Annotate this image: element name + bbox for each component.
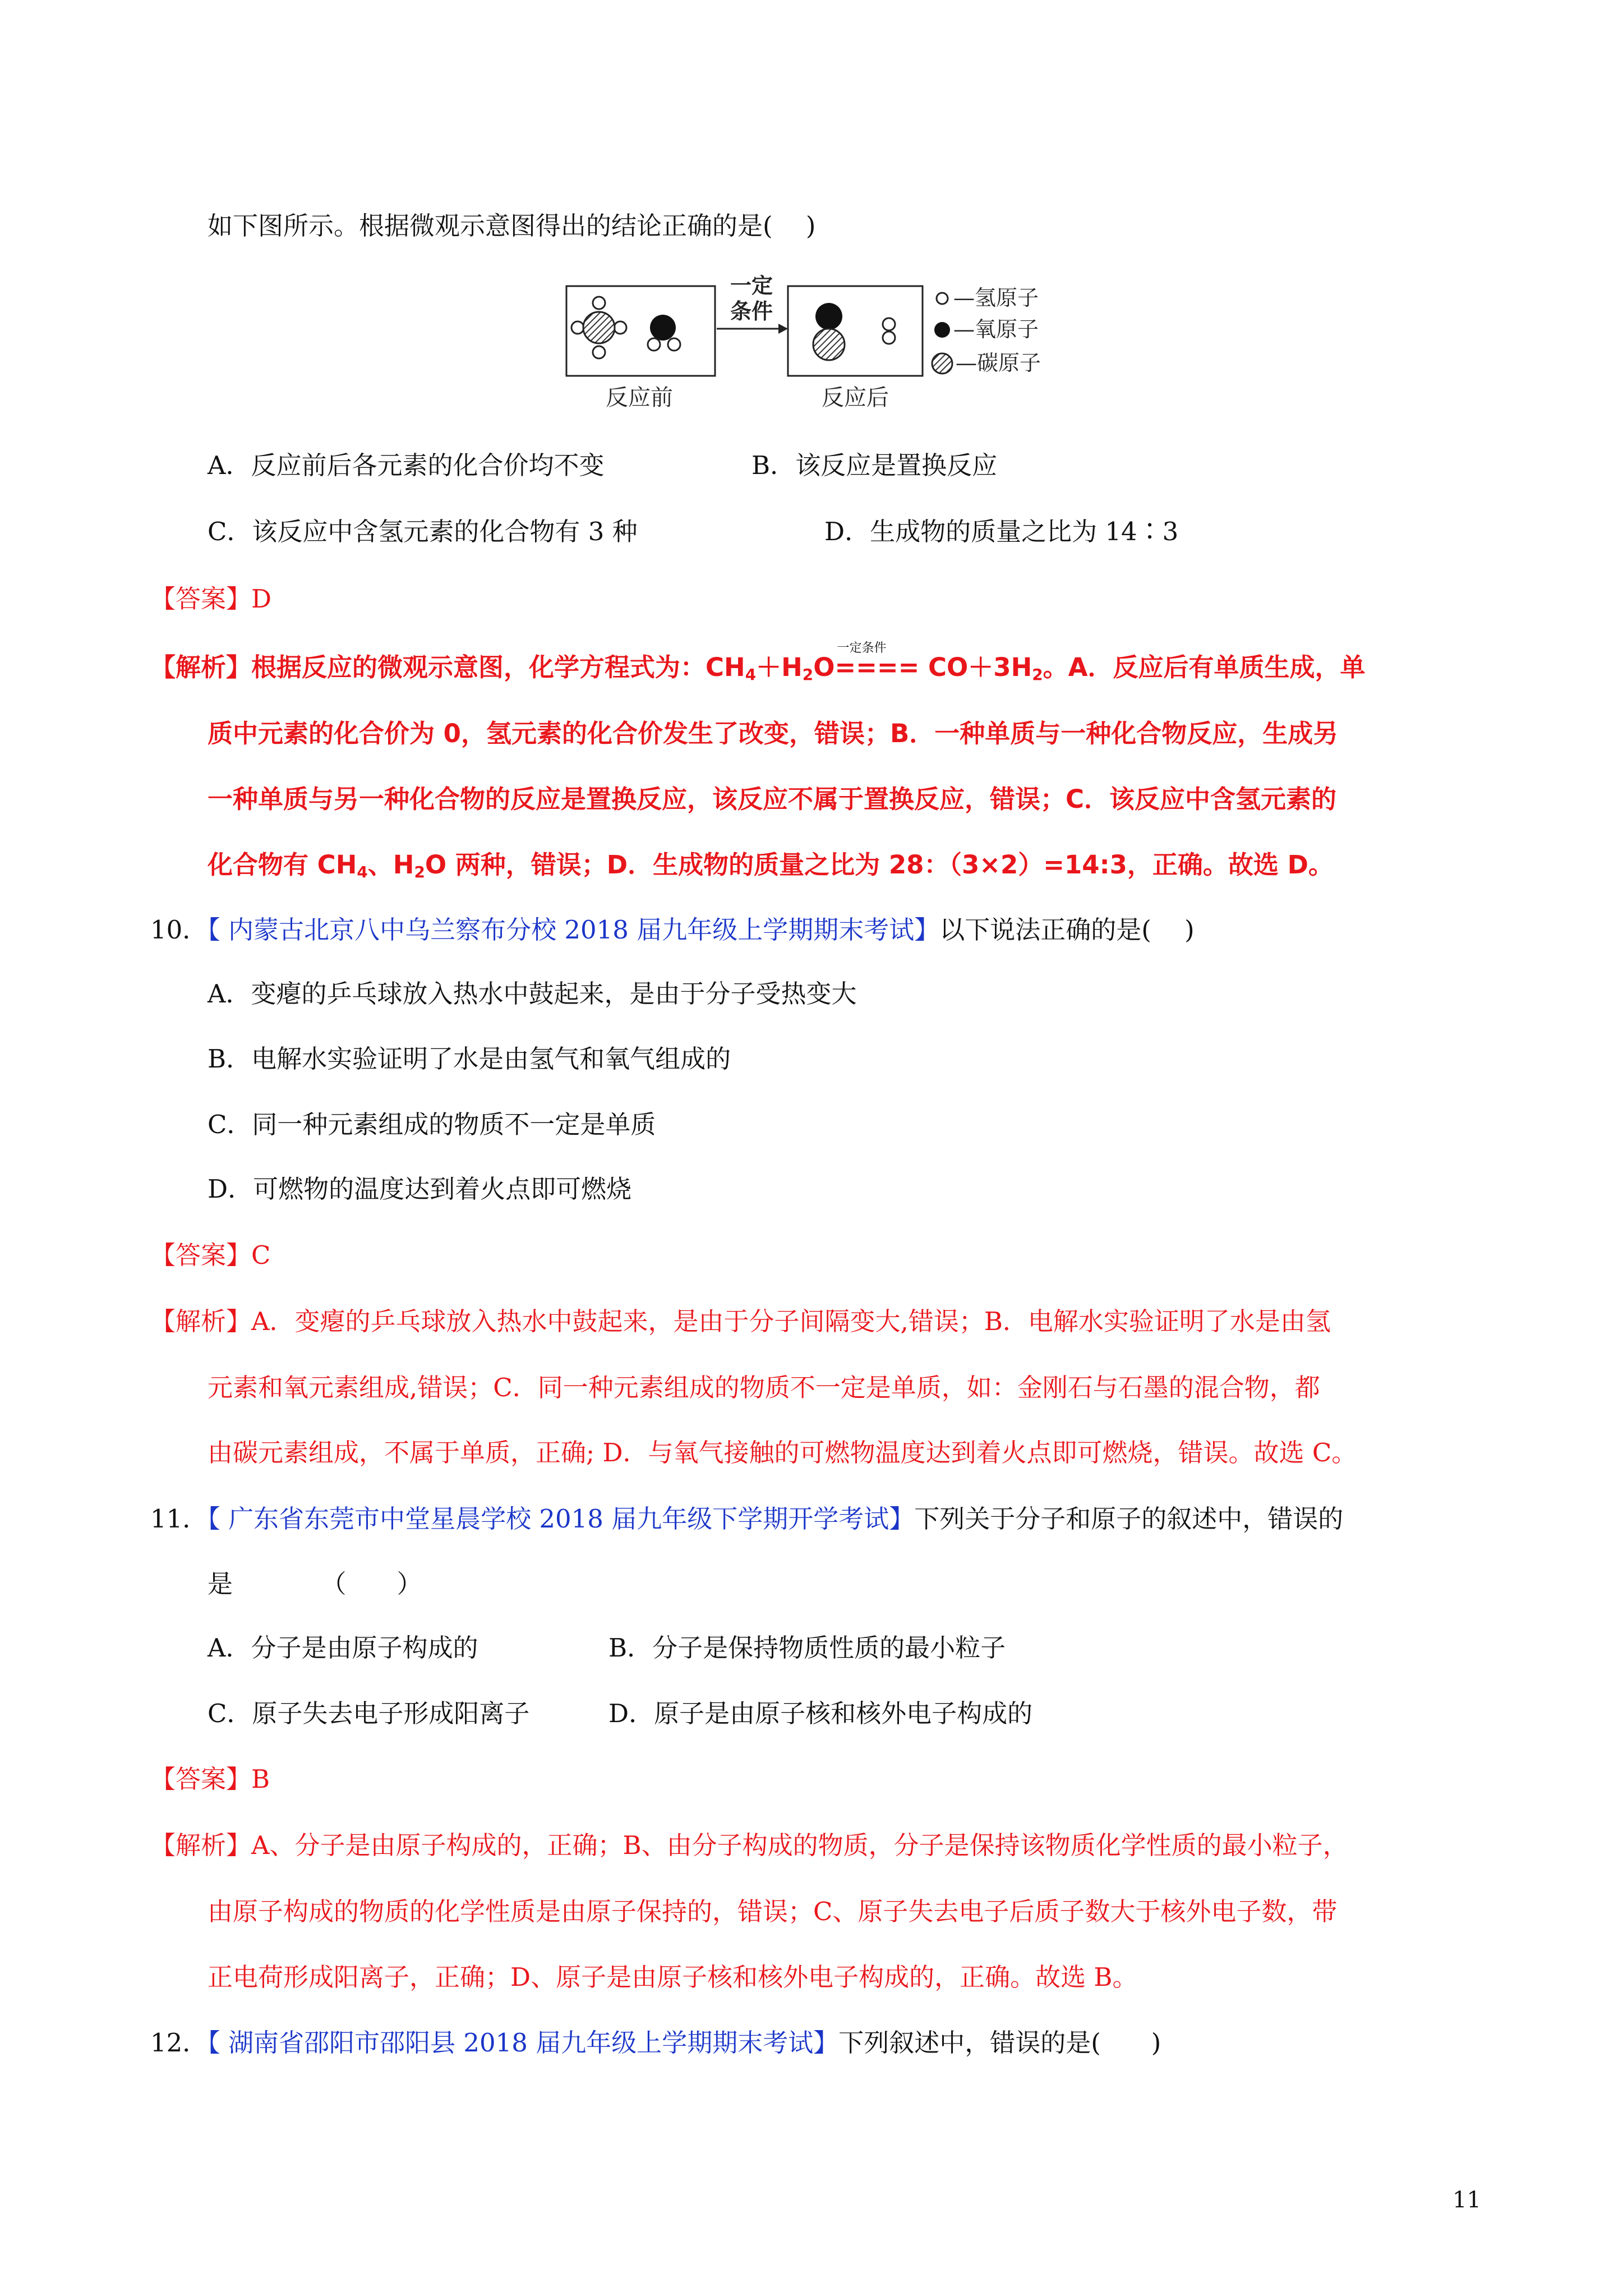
arrow-head-icon bbox=[778, 324, 788, 334]
q9-stem-tail: 如下图所示。根据微观示意图得出的结论正确的是( ) bbox=[208, 211, 816, 241]
question-source: 【 湖南省邵阳市邵阳县 2018 届九年级上学期期末考试】 bbox=[208, 2028, 839, 2058]
analysis-text: A、分子是由原子构成的，正确；B、由分子构成的物质，分子是保持该物质化学性质的最小粒子， bbox=[251, 1830, 1348, 1860]
q9-answer bbox=[150, 582, 271, 616]
carbon-monoxide-molecule bbox=[813, 303, 845, 360]
q9-analysis-line-2: 质中元素的化合价为 0，氢元素的化合价发生了改变，错误；B．一种单质与一种化合物反应，生成另 bbox=[208, 719, 1339, 748]
water-molecule bbox=[648, 315, 680, 351]
page-number: 11 bbox=[1453, 2187, 1481, 2213]
q9-option-d: D．生成物的质量之比为 14∶3 bbox=[824, 517, 1179, 546]
analysis-text: 化合物有 CH bbox=[208, 850, 357, 880]
q9-analysis-line-4 bbox=[208, 848, 1334, 889]
legend-carbon: —碳原子 bbox=[956, 351, 1041, 375]
q11-analysis-line-2: 由原子构成的物质的化学性质是由原子保持的，错误；C、原子失去电子后质子数大于核外电子数，带 bbox=[208, 1897, 1338, 1926]
answer-label: 【答案】 bbox=[150, 584, 252, 614]
question-stem: 下列关于分子和原子的叙述中，错误的 bbox=[914, 1504, 1344, 1534]
analysis-text: ＋H bbox=[756, 652, 803, 682]
q10-analysis-line-2: 元素和氧元素组成,错误；C．同一种元素组成的物质不一定是单质，如：金刚石与石墨的混合物，都 bbox=[208, 1373, 1320, 1402]
answer-label: 【答案】 bbox=[150, 1764, 252, 1794]
q11-option-b: B．分子是保持物质性质的最小粒子 bbox=[608, 1633, 1006, 1663]
subscript: 2 bbox=[1032, 665, 1043, 684]
analysis-text: 。A．反应后有单质生成，单 bbox=[1043, 652, 1366, 682]
hydrogen-atom-icon bbox=[937, 293, 948, 304]
answer-value: C bbox=[251, 1240, 271, 1270]
subscript: 2 bbox=[802, 665, 814, 684]
subscript: 2 bbox=[414, 862, 425, 881]
analysis-text: CO＋3H bbox=[919, 652, 1032, 682]
q9-option-b: B．该反应是置换反应 bbox=[751, 450, 998, 480]
q10-header bbox=[150, 913, 1195, 947]
question-number: 11． bbox=[150, 1504, 208, 1534]
equation-equals: ==== bbox=[834, 652, 920, 682]
analysis-label: 【解析】 bbox=[150, 1306, 252, 1336]
q12-header bbox=[150, 2026, 1161, 2060]
analysis-label: 【解析】 bbox=[150, 652, 252, 682]
question-number: 10． bbox=[150, 915, 208, 945]
q9-analysis-line-3: 一种单质与另一种化合物的反应是置换反应，该反应不属于置换反应，错误；C．该反应中含氢元素的 bbox=[208, 784, 1337, 814]
q10-option-c: C．同一种元素组成的物质不一定是单质 bbox=[208, 1110, 656, 1139]
legend-hydrogen: —氢原子 bbox=[953, 286, 1039, 310]
q11-analysis-line-3: 正电荷形成阳离子，正确；D、原子是由原子核和核外电子构成的，正确。故选 B。 bbox=[208, 1962, 1138, 1992]
question-stem: 以下说法正确的是( ) bbox=[939, 915, 1195, 945]
label-before: 反应前 bbox=[606, 385, 673, 411]
q11-header bbox=[150, 1502, 1343, 1536]
oxygen-atom-icon bbox=[934, 322, 950, 338]
q11-stem-cont: 是 （ ） bbox=[208, 1569, 422, 1599]
q9-analysis-line-1 bbox=[150, 641, 1366, 692]
analysis-text: A．变瘪的乒乓球放入热水中鼓起来，是由于分子间隔变大,错误；B．电解水实验证明了水是由氢 bbox=[251, 1306, 1331, 1336]
question-source: 【 内蒙古北京八中乌兰察布分校 2018 届九年级上学期期末考试】 bbox=[208, 915, 940, 945]
q11-answer bbox=[150, 1763, 270, 1796]
q10-option-a: A．变瘪的乒乓球放入热水中鼓起来，是由于分子受热变大 bbox=[208, 979, 857, 1009]
methane-molecule bbox=[571, 297, 626, 358]
equation-condition: 一定条件 bbox=[837, 641, 887, 655]
q10-analysis-line-3: 由碳元素组成，不属于单质，正确; D．与氧气接触的可燃物温度达到着火点即可燃烧，错误。故选 C。 bbox=[208, 1438, 1357, 1467]
after-box bbox=[788, 286, 923, 376]
hydrogen-molecule bbox=[883, 318, 895, 344]
answer-label: 【答案】 bbox=[150, 1240, 252, 1270]
q11-option-d: D．原子是由原子核和核外电子构成的 bbox=[608, 1699, 1033, 1728]
q10-answer bbox=[150, 1239, 270, 1272]
condition-line1: 一定 bbox=[730, 275, 773, 298]
legend-oxygen: —氧原子 bbox=[953, 317, 1039, 342]
q10-option-d: D．可燃物的温度达到着火点即可燃烧 bbox=[208, 1174, 632, 1204]
analysis-text: O 两种，错误；D．生成物的质量之比为 28：（3×2）=14:3，正确。故选 D。 bbox=[425, 850, 1334, 880]
q11-option-a: A．分子是由原子构成的 bbox=[208, 1633, 478, 1663]
condition-line2: 条件 bbox=[730, 298, 773, 324]
question-source: 【 广东省东莞市中堂星晨学校 2018 届九年级下学期开学考试】 bbox=[208, 1504, 915, 1534]
analysis-text: O bbox=[813, 652, 835, 682]
carbon-atom-icon bbox=[932, 353, 952, 374]
q9-option-c: C．该反应中含氢元素的化合物有 3 种 bbox=[208, 517, 638, 546]
legend bbox=[932, 286, 1041, 375]
analysis-label: 【解析】 bbox=[150, 1830, 252, 1860]
analysis-text: 根据反应的微观示意图，化学方程式为：CH bbox=[251, 652, 745, 682]
q9-option-a: A．反应前后各元素的化合价均不变 bbox=[208, 450, 605, 480]
equation-sign bbox=[834, 641, 920, 684]
question-number: 12． bbox=[150, 2028, 208, 2058]
answer-value: D bbox=[251, 584, 272, 614]
q10-option-b: B．电解水实验证明了水是由氢气和氧气组成的 bbox=[208, 1044, 731, 1074]
q11-analysis-line-1 bbox=[150, 1829, 1348, 1862]
analysis-text: 、H bbox=[367, 850, 414, 880]
label-after: 反应后 bbox=[822, 385, 889, 411]
q10-analysis-line-1 bbox=[150, 1305, 1331, 1338]
reaction-micro-diagram bbox=[561, 275, 1122, 421]
subscript: 4 bbox=[745, 665, 757, 684]
subscript: 4 bbox=[357, 862, 368, 881]
question-stem: 下列叙述中，错误的是( ) bbox=[838, 2028, 1161, 2058]
q11-option-c: C．原子失去电子形成阳离子 bbox=[208, 1699, 530, 1728]
answer-value: B bbox=[251, 1764, 270, 1794]
